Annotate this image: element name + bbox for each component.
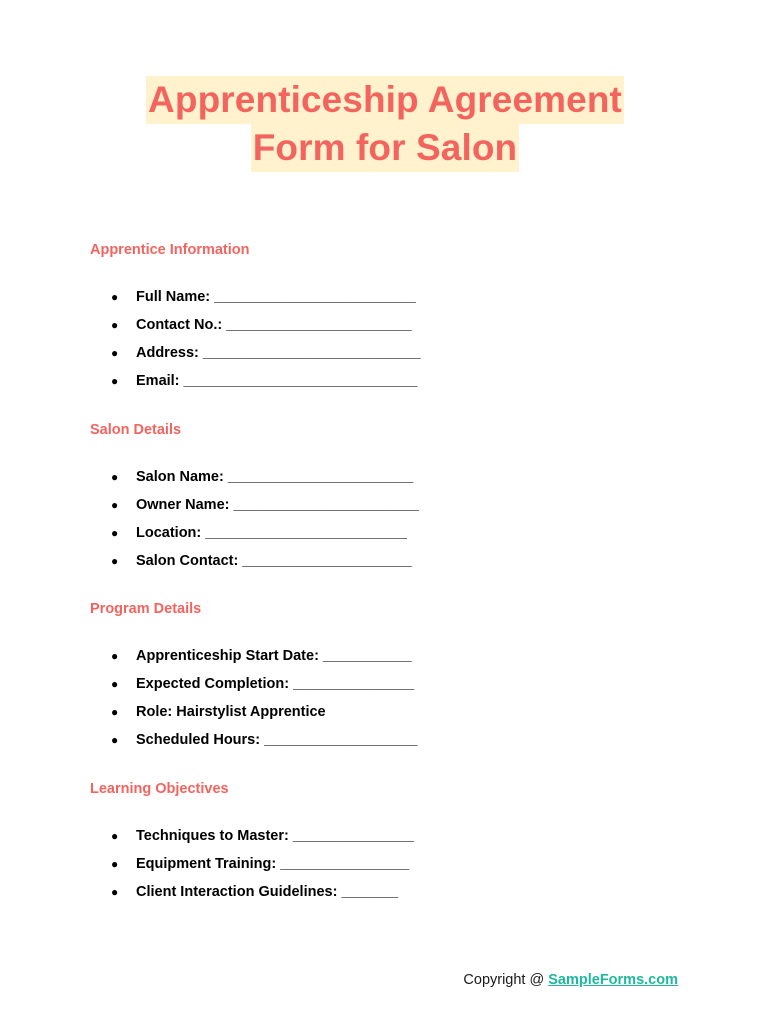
form-field[interactable] — [90, 552, 690, 580]
form-field[interactable] — [90, 827, 690, 855]
field-label: Contact No.: _______________________ — [136, 317, 412, 333]
bullet-icon: ● — [111, 346, 119, 360]
field-label: Full Name: _________________________ — [136, 289, 416, 305]
field-label: Expected Completion: _______________ — [136, 676, 415, 692]
field-label: Location: _________________________ — [136, 525, 407, 541]
field-label: Owner Name: _______________________ — [136, 497, 419, 513]
form-field[interactable] — [90, 883, 690, 911]
bullet-icon: ● — [111, 470, 119, 484]
field-label: Role: Hairstylist Apprentice — [136, 704, 326, 720]
field-label: Salon Name: _______________________ — [136, 469, 414, 485]
form-field[interactable] — [90, 496, 690, 524]
form-field[interactable] — [90, 288, 690, 316]
bullet-icon: ● — [111, 857, 119, 871]
bullet-icon: ● — [111, 290, 119, 304]
form-field[interactable] — [90, 372, 690, 400]
section-program-details — [90, 600, 690, 759]
bullet-icon: ● — [111, 554, 119, 568]
field-label: Address: ___________________________ — [136, 345, 421, 361]
bullet-icon: ● — [111, 649, 119, 663]
bullet-icon: ● — [111, 498, 119, 512]
field-label: Salon Contact: _____________________ — [136, 553, 412, 569]
bullet-icon: ● — [111, 885, 119, 899]
form-field — [90, 703, 690, 731]
copyright-text: Copyright @ — [463, 972, 549, 988]
field-list — [90, 827, 690, 911]
bullet-icon: ● — [111, 733, 119, 747]
form-field[interactable] — [90, 344, 690, 372]
section-learning-objectives — [90, 780, 690, 911]
section-heading: Salon Details — [90, 422, 182, 438]
bullet-icon: ● — [111, 677, 119, 691]
field-list — [90, 288, 690, 400]
section-apprentice-information — [90, 241, 690, 400]
copyright-footer — [463, 972, 678, 988]
form-field[interactable] — [90, 468, 690, 496]
title-line-1: Apprenticeship Agreement — [146, 76, 624, 124]
field-label: Client Interaction Guidelines: _______ — [136, 884, 398, 900]
section-heading: Program Details — [90, 601, 202, 617]
bullet-icon: ● — [111, 374, 119, 388]
form-field[interactable] — [90, 855, 690, 883]
form-field[interactable] — [90, 675, 690, 703]
title-line-2: Form for Salon — [251, 124, 520, 172]
field-list — [90, 468, 690, 580]
form-field[interactable] — [90, 524, 690, 552]
field-list — [90, 647, 690, 759]
bullet-icon: ● — [111, 318, 119, 332]
form-field[interactable] — [90, 731, 690, 759]
sampleforms-link[interactable]: SampleForms.com — [548, 972, 678, 988]
form-field[interactable] — [90, 316, 690, 344]
field-label: Apprenticeship Start Date: ___________ — [136, 648, 412, 664]
form-field[interactable] — [90, 647, 690, 675]
bullet-icon: ● — [111, 705, 119, 719]
document-title — [0, 76, 770, 172]
field-label: Techniques to Master: _______________ — [136, 828, 414, 844]
field-label: Equipment Training: ________________ — [136, 856, 410, 872]
field-label: Email: _____________________________ — [136, 373, 418, 389]
section-salon-details — [90, 421, 690, 580]
bullet-icon: ● — [111, 829, 119, 843]
section-heading: Apprentice Information — [90, 242, 250, 258]
section-heading: Learning Objectives — [90, 781, 229, 797]
bullet-icon: ● — [111, 526, 119, 540]
field-label: Scheduled Hours: ___________________ — [136, 732, 418, 748]
